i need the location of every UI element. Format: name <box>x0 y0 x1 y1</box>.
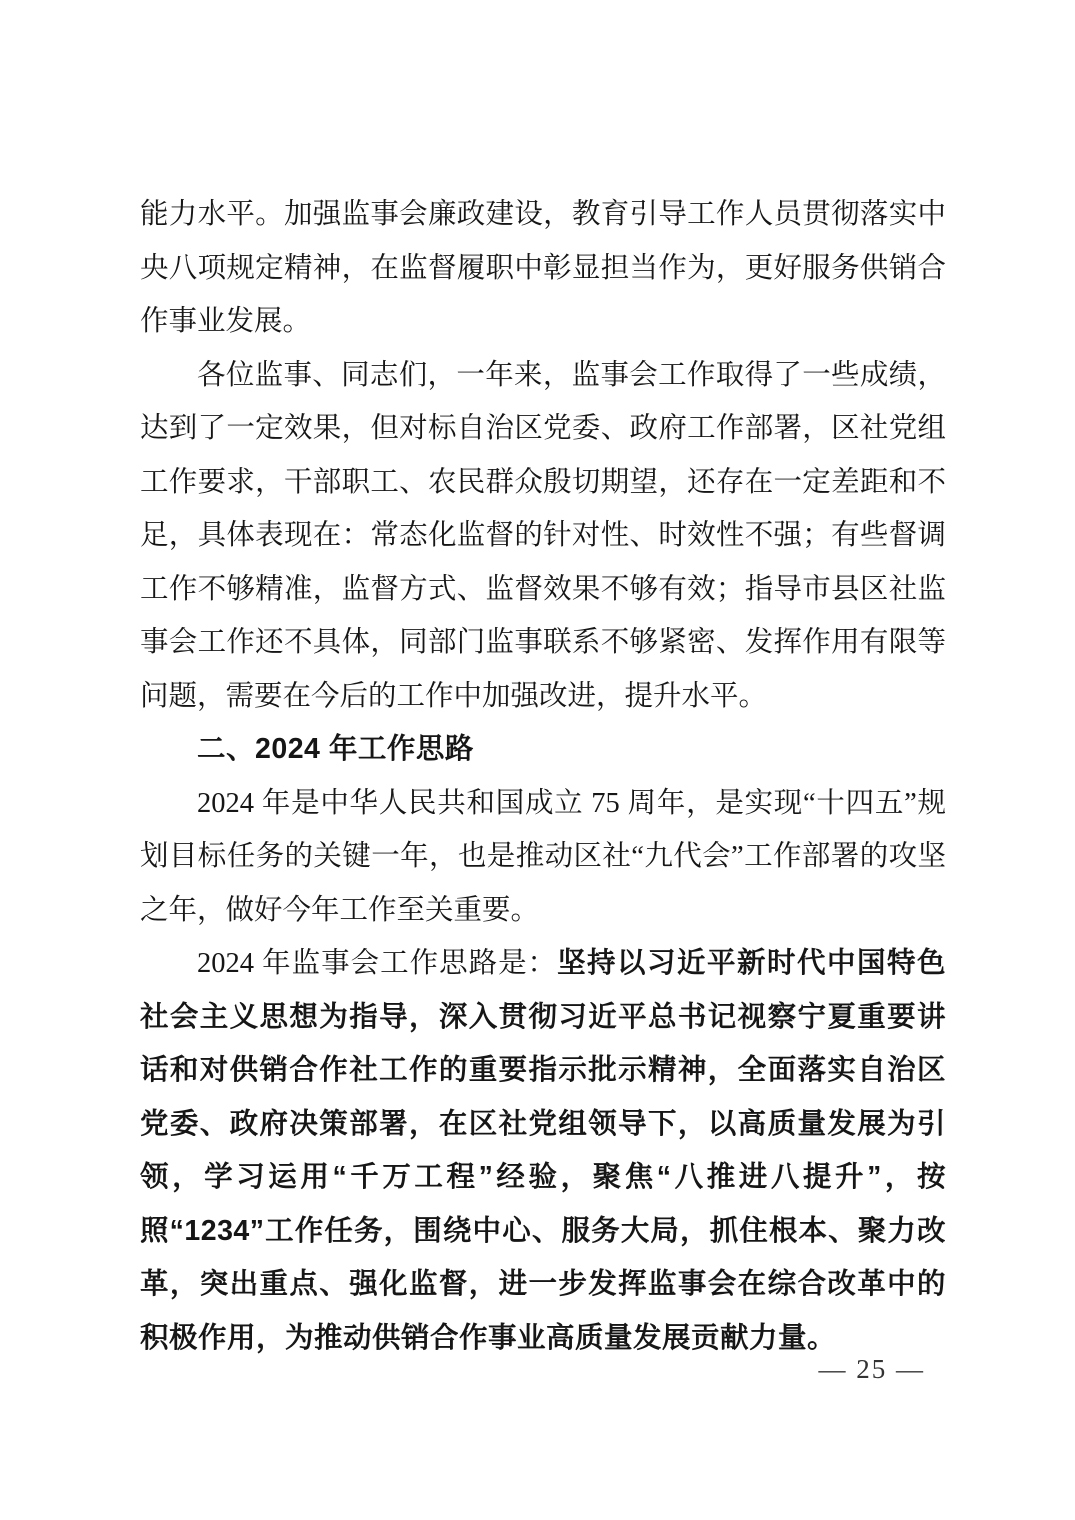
paragraph-continuation: 能力水平。加强监事会廉政建设，教育引导工作人员贯彻落实中央八项规定精神，在监督履职中彰显担当作为，更好服务供销合作事业发展。 <box>140 199 946 337</box>
paragraph-2024-context: 2024 年是中华人民共和国成立 75 周年，是实现“十四五”规划目标任务的关键一年，也是推动区社“九代会”工作部署的攻坚之年，做好今年工作至关重要。 <box>140 787 946 926</box>
paragraph-2024-guiding-thought <box>140 937 946 1365</box>
paragraph-work-summary: 各位监事、同志们，一年来，监事会工作取得了一些成绩，达到了一定效果，但对标自治区党委、政府工作部署，区社党组工作要求，干部职工、农民群众殷切期望，还存在一定差距和不足，具体表现在：常态化监督的针对性、时效性不强；有些督调工作不够精准，监督方式、监督效果不够有效；指导市县区社监事会工作还不具体，同部门监事联系不够紧密、发挥作用有限等问题，需要在今后的工作中加强改进，提升水平。 <box>140 359 946 712</box>
paragraph-lead-text: 2024 年监事会工作思路是： <box>197 948 558 979</box>
document-text-block <box>140 188 946 1365</box>
page-number: — 25 — <box>818 1354 925 1384</box>
section-heading-2024-work-plan: 二、2024 年工作思路 <box>197 733 474 765</box>
paragraph-emphasis-text: 坚持以习近平新时代中国特色社会主义思想为指导，深入贯彻习近平总书记视察宁夏重要讲话和对供销合作社工作的重要指示批示精神，全面落实自治区党委、政府决策部署，在区社党组领导下，以高质量发展为引领，学习运用“千万工程”经验，聚焦“八推进八提升”，按照“1234”工作任务，围绕中心、服务大局，抓住根本、聚力改革，突出重点、强化监督，进一步发挥监事会在综合改革中的积极作用，为推动供销合作事业高质量发展贡献力量。 <box>140 947 946 1354</box>
